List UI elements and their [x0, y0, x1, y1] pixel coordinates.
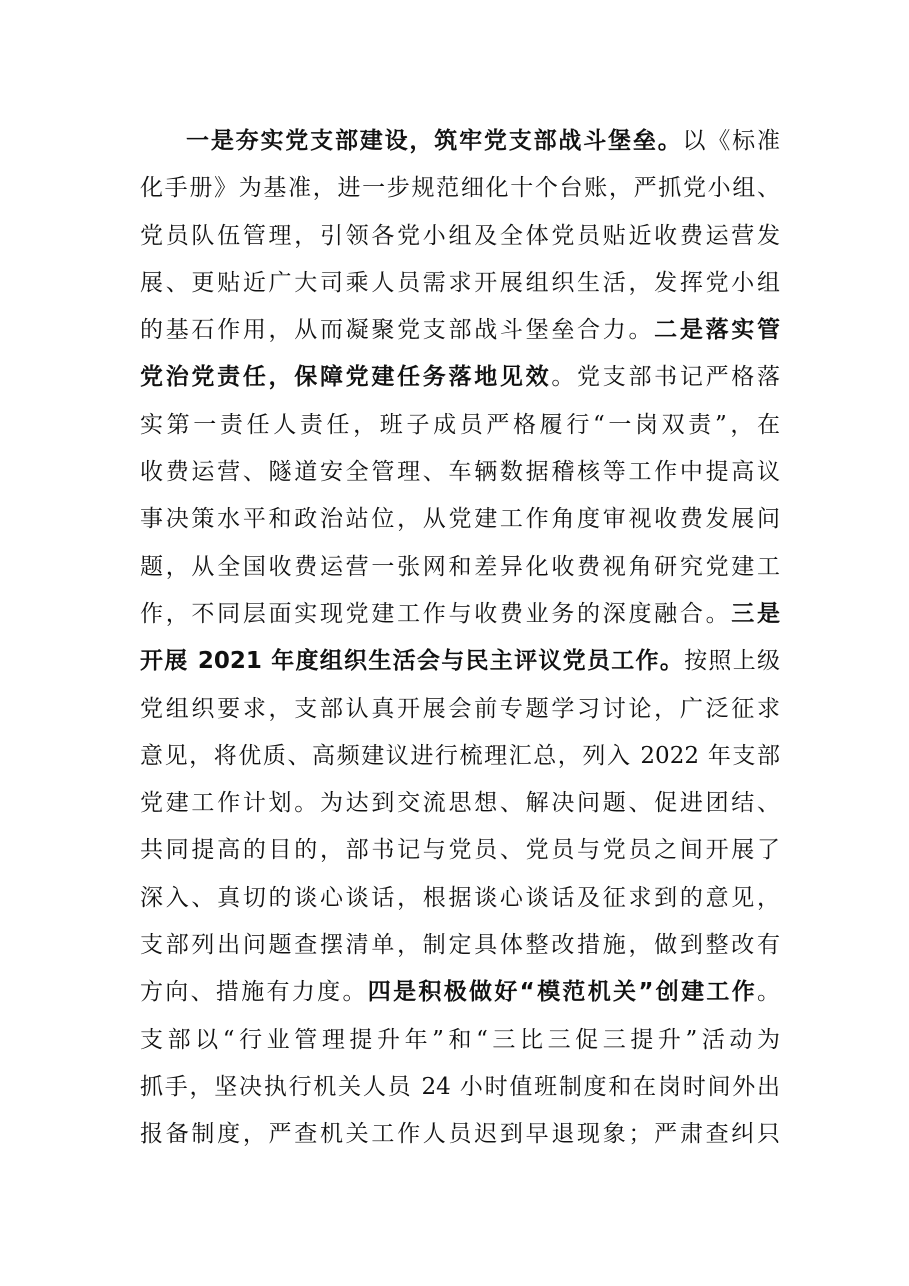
bold-heading-run: 三是 — [731, 600, 781, 627]
text-line — [140, 686, 780, 733]
text-run: 的基石作用，从而凝聚党支部战斗堡垒合力。 — [140, 317, 655, 344]
text-run: 展、更贴近广大司乘人员需求开展组织生活，发挥党小组 — [140, 269, 780, 296]
text-run: 以《标准 — [682, 128, 781, 154]
text-line — [140, 780, 780, 827]
text-run: 按照上级 — [684, 648, 781, 675]
text-run: 意见，将优质、高频建议进行梳理汇总，列入 2022 年支部 — [140, 742, 780, 769]
text-run: 深入、真切的谈心谈话，根据谈心谈话及征求到的意见， — [140, 884, 780, 911]
text-run: 作，不同层面实现党建工作与收费业务的深度融合。 — [140, 600, 732, 627]
text-line — [140, 638, 780, 685]
text-line — [140, 354, 780, 401]
text-line — [140, 402, 780, 449]
text-run: 事决策水平和政治站位，从党建工作角度审视收费发展问 — [140, 506, 780, 533]
text-line — [140, 449, 780, 496]
text-line — [140, 307, 780, 354]
text-run: 收费运营、隧道安全管理、车辆数据稽核等工作中提高议 — [140, 459, 780, 486]
text-run: 方向、措施有力度。 — [140, 979, 368, 1006]
bold-heading-run: 四是积极做好“模范机关”创建工作 — [367, 979, 757, 1006]
text-run: 共同提高的目的，部书记与党员、党员与党员之间开展了 — [140, 837, 780, 864]
text-line — [140, 1111, 780, 1158]
text-line — [140, 922, 780, 969]
text-line — [140, 969, 780, 1016]
text-line — [140, 260, 780, 307]
text-run: 报备制度，严查机关工作人员迟到早退现象；严肃查纠只 — [140, 1121, 780, 1148]
text-line — [140, 496, 780, 543]
bold-heading-run: 开展 2021 年度组织生活会与民主评议党员工作。 — [140, 648, 685, 675]
text-line — [140, 827, 780, 874]
bold-heading-run: 党治党责任，保障党建任务落地见效 — [140, 364, 552, 391]
text-line — [140, 591, 780, 638]
text-run: 党员队伍管理，引领各党小组及全体党员贴近收费运营发 — [140, 222, 780, 249]
text-run: 抓手，坚决执行机关人员 24 小时值班制度和在岗时间外出 — [140, 1073, 780, 1100]
text-run: 。 — [757, 979, 780, 1006]
text-run: 题，从全国收费运营一张网和差异化收费视角研究党建工 — [140, 553, 780, 580]
text-run: 支部列出问题查摆清单，制定具体整改措施，做到整改有 — [140, 932, 780, 959]
bold-heading-run: 一是夯实党支部建设，筑牢党支部战斗堡垒。 — [186, 128, 683, 154]
body-paragraph — [140, 118, 780, 1159]
text-run: 。党支部书记严格落 — [551, 364, 781, 391]
text-line — [140, 1017, 780, 1064]
text-line — [140, 213, 780, 260]
bold-heading-run: 二是落实管 — [654, 317, 781, 344]
text-line — [140, 1064, 780, 1111]
text-run: 支部以“行业管理提升年”和“三比三促三提升”活动为 — [140, 1026, 780, 1053]
text-run: 党组织要求，支部认真开展会前专题学习讨论，广泛征求 — [140, 695, 780, 722]
text-line — [140, 875, 780, 922]
text-line — [140, 544, 780, 591]
text-line — [140, 733, 780, 780]
text-line — [140, 165, 780, 212]
text-run: 党建工作计划。为达到交流思想、解决问题、促进团结、 — [140, 790, 780, 817]
text-line — [140, 118, 780, 165]
text-run: 实第一责任人责任，班子成员严格履行“一岗双责”，在 — [140, 411, 780, 438]
text-run: 化手册》为基准，进一步规范细化十个台账，严抓党小组、 — [140, 175, 780, 202]
